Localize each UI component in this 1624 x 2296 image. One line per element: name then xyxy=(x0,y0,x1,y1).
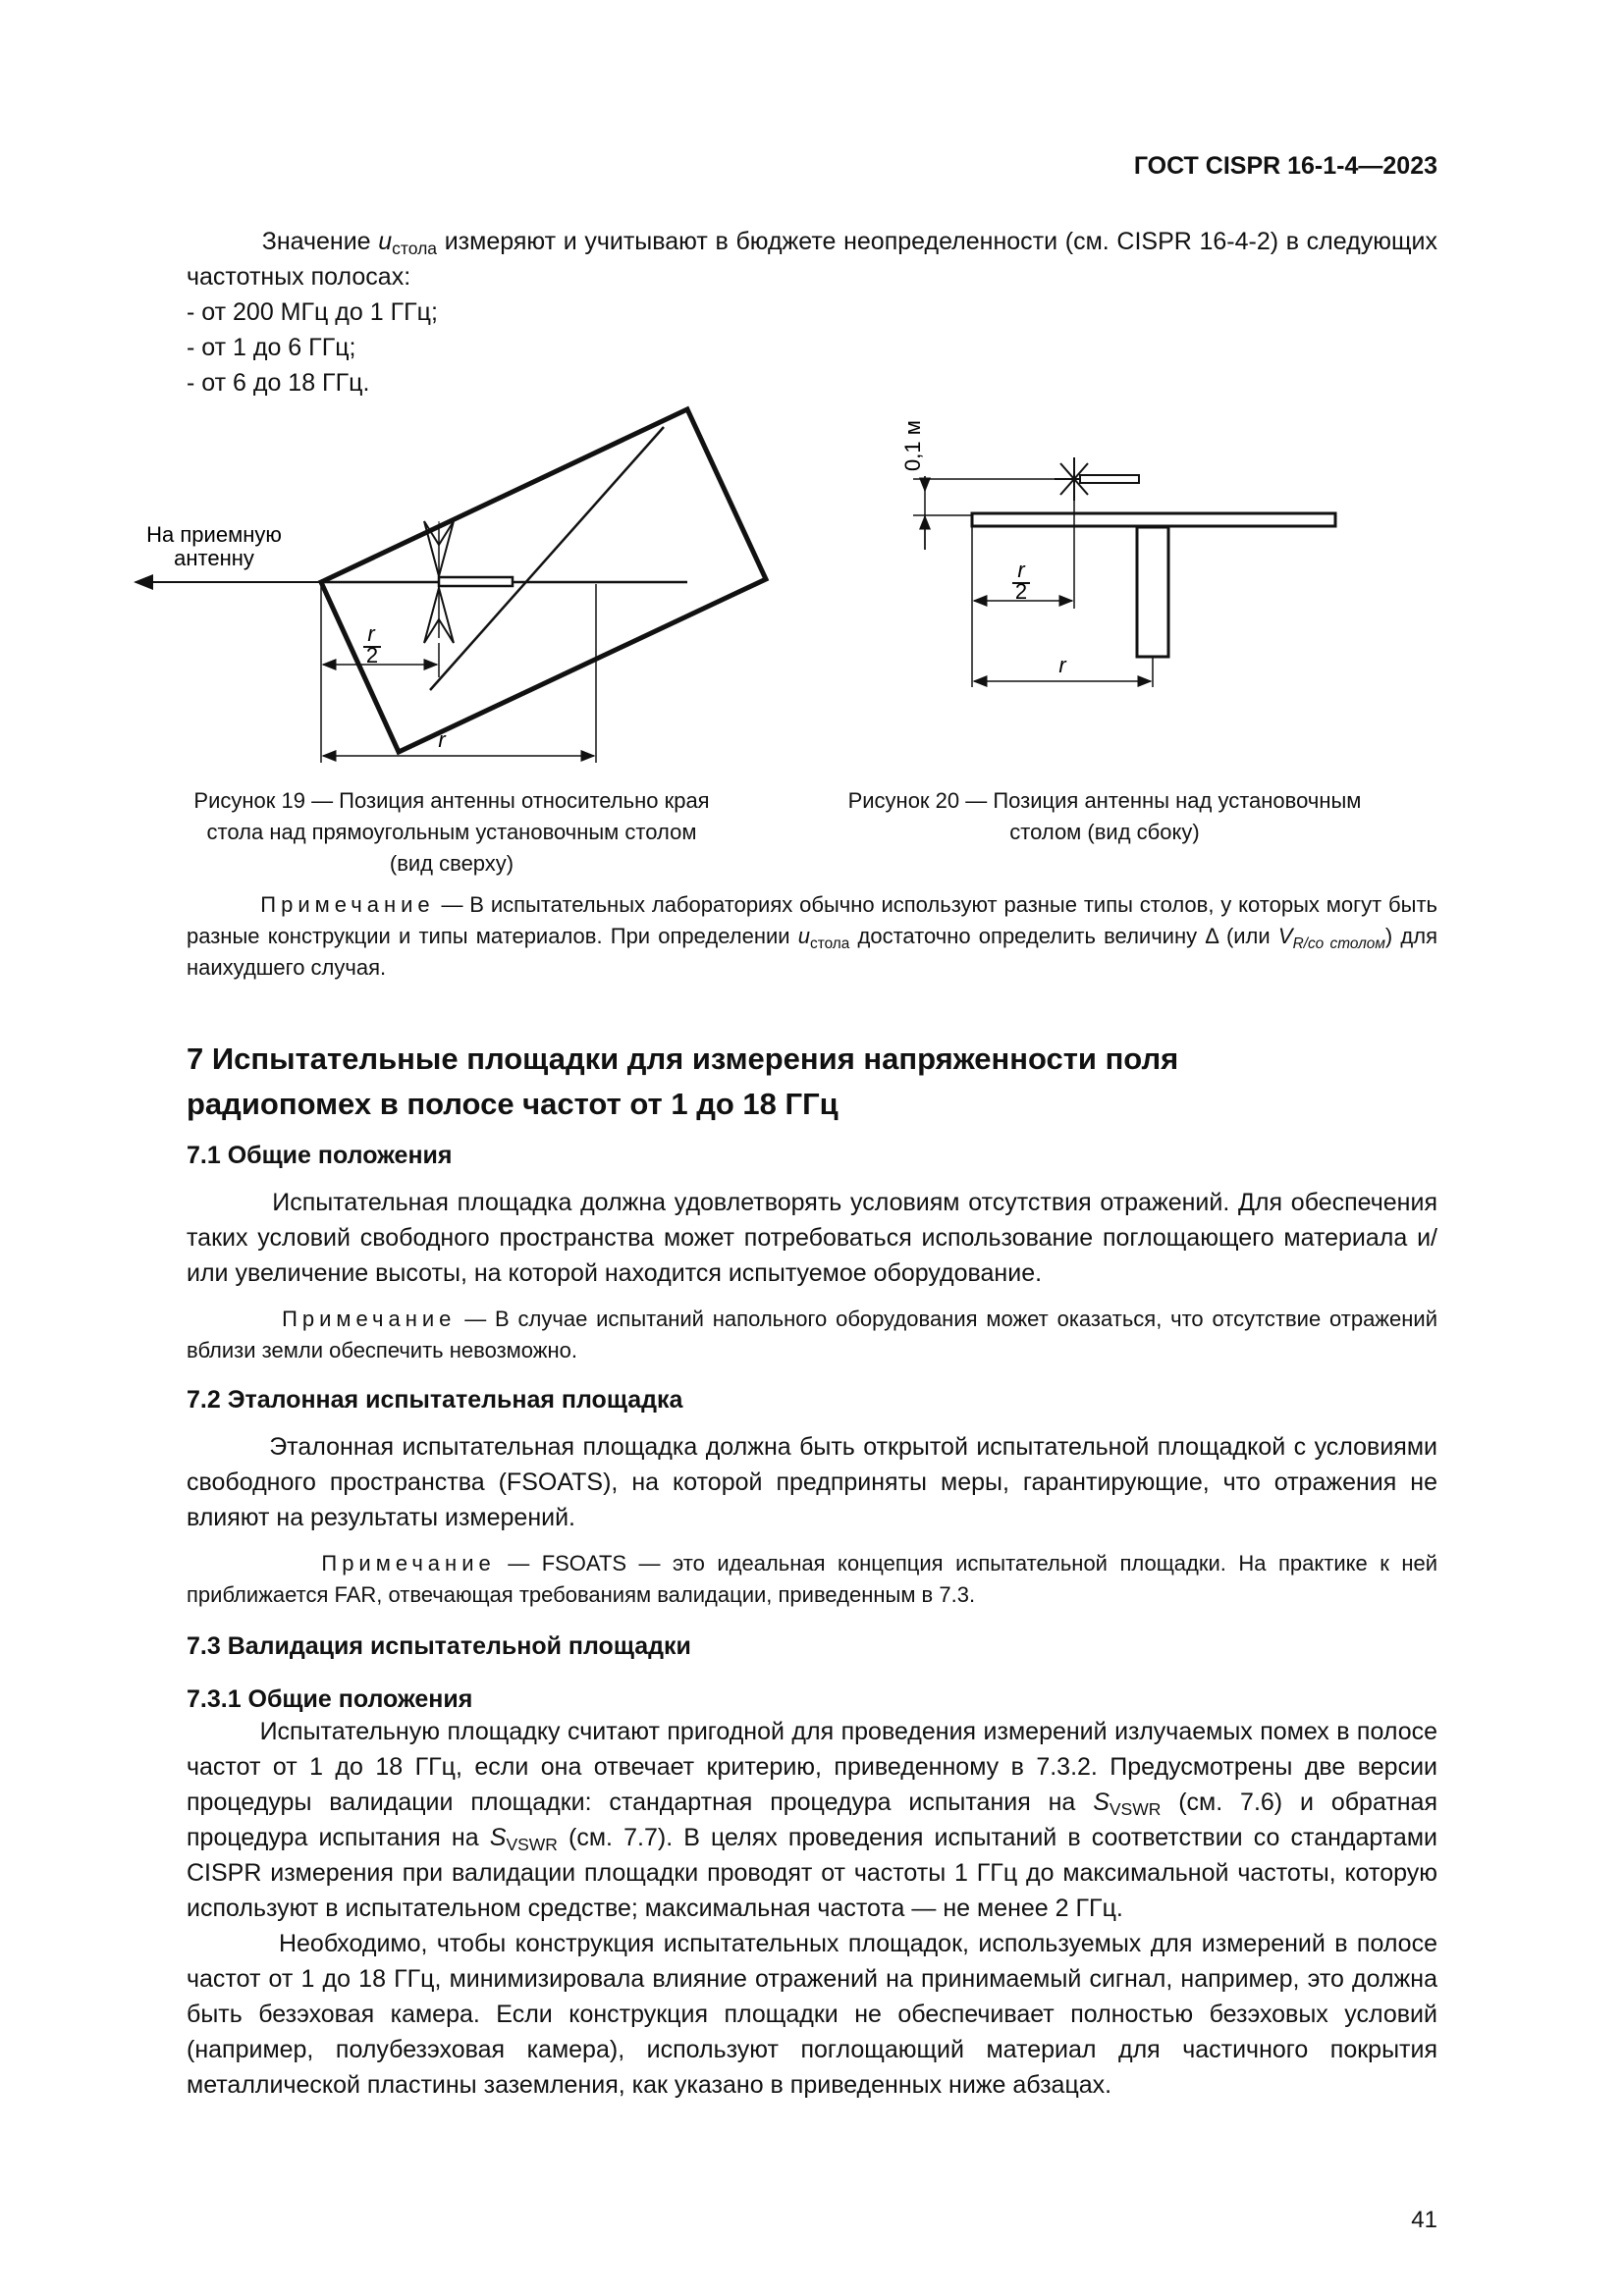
fig19-antenna-label-line2: антенну xyxy=(174,546,254,570)
section-7-3-title: 7.3 Валидация испытательной площадки xyxy=(187,1632,691,1660)
section-7-2-note: Примечание — FSOATS — это идеальная концепция испытательной площадки. На практике к ней приближается FAR, отвечающая требованиям валидации, приведенным в 7.3. xyxy=(187,1551,1437,1607)
fig19-r-label: r xyxy=(438,727,446,752)
figure-19-caption xyxy=(128,785,776,880)
section-7-1-title: 7.1 Общие положения xyxy=(187,1142,453,1169)
section-7-2-text: Эталонная испытательная площадка должна быть открытой испытательной площадкой с условиями свободного пространства (FSOATS), на которой предприняты меры, гарантирующие, что отражения не влияют на результаты измерений. xyxy=(187,1433,1437,1531)
figure-20-diagram xyxy=(874,393,1345,707)
caption-line: стола над прямоугольным установочным столом xyxy=(206,820,697,844)
fig20-r-label: r xyxy=(1058,653,1066,677)
fig20-antenna xyxy=(1055,457,1139,501)
section-7-1-note: Примечание — В случае испытаний напольного оборудования может оказаться, что отсутствие отражений вблизи земли обеспечить невозможно. xyxy=(187,1307,1437,1362)
frequency-band-list xyxy=(187,294,438,400)
caption-line: (вид сверху) xyxy=(389,851,514,876)
note-table-types: Примечание — В испытательных лабораториях обычно используют разные типы столов, у которых могут быть разные конструкции и типы материалов. При определении $u_{стола}$ достаточно определить величину Δ (или $V_{R/со столом}$) для наихудшего случая. xyxy=(187,892,1438,980)
caption-line: столом (вид сбоку) xyxy=(1009,820,1200,844)
section-7-3-1-paragraph-2: Необходимо, чтобы конструкция испытательных площадок, используемых для измерений в полосе частот от 1 до 18 ГГц, минимизировала влияние отражений на принимаемый сигнал, например, это должна быть безэховая камера. Если конструкция площадки не обеспечивает полностью безэховых условий (например, полубезэховая камера), используют поглощающий материал для частичного покрытия металлической пластины заземления, как указано в приведенных ниже абзацах. xyxy=(187,1930,1437,2099)
figure-19-diagram xyxy=(118,398,785,780)
note-label: Примечание xyxy=(260,892,435,917)
figure-20-caption xyxy=(800,785,1409,848)
section-7-3-1-title: 7.3.1 Общие положения xyxy=(187,1685,473,1713)
fig19-r-half-denominator: 2 xyxy=(365,643,379,667)
list-item: - от 200 МГц до 1 ГГц; xyxy=(187,298,438,326)
document-header: ГОСТ CISPR 16-1-4—2023 xyxy=(1133,152,1437,180)
page-number: 41 xyxy=(1411,2207,1437,2233)
section-7-2-title: 7.2 Эталонная испытательная площадка xyxy=(187,1386,683,1414)
section-7-title: 7 Испытательные площадки для измерения напряженности поля радиопомех в полосе частот от 1 до 18 ГГц xyxy=(187,1041,1179,1121)
antenna-element xyxy=(439,577,513,586)
fig20-table-leg xyxy=(1137,527,1168,657)
table-outline xyxy=(321,409,766,752)
fig20-table-top xyxy=(972,513,1335,526)
list-item: - от 1 до 6 ГГц; xyxy=(187,334,356,361)
list-item: - от 6 до 18 ГГц. xyxy=(187,369,370,397)
fig20-height-label: 0,1 м xyxy=(900,420,925,471)
caption-line: Рисунок 19 — Позиция антенны относительно края xyxy=(193,788,710,813)
fig20-r-half-denominator: 2 xyxy=(1014,579,1028,604)
section-7-3-1-paragraph-1: Испытательную площадку считают пригодной для проведения измерений излучаемых помех в полосе частот от 1 до 18 ГГц, если она отвечает критерию, приведенному в 7.3.2. Предусмотрены две версии процедуры валидации площадки: стандартная процедура испытания на $S_{VSWR}$ (см. 7.6) и обратная процедура испытания на $S_{VSWR}$ (см. 7.7). В целях проведения испытаний в соответствии со стандартами CISPR измерения при валидации площадки проводят от частоты 1 ГГц до максимальной частоты, которую используют в испытательном средстве; максимальная частота — не менее 2 ГГц. xyxy=(187,1718,1437,1922)
intro-paragraph: Значение $u_{стола}$ измеряют и учитывают в бюджете неопределенности (см. CISPR 16-4-2) в следующих частотных полосах: xyxy=(187,228,1437,291)
section-7-1-text: Испытательная площадка должна удовлетворять условиям отсутствия отражений. Для обеспечения таких условий свободного пространства может потребоваться использование поглощающего материала и/или увеличение высоты, на которой находится испытуемое оборудование. xyxy=(187,1189,1437,1287)
fig19-antenna-label-line1: На приемную xyxy=(146,522,282,547)
fig19-r-half-numerator: r xyxy=(367,621,375,646)
fig20-r-half-numerator: r xyxy=(1017,558,1025,582)
caption-line: Рисунок 20 — Позиция антенны над установочным xyxy=(847,788,1362,813)
